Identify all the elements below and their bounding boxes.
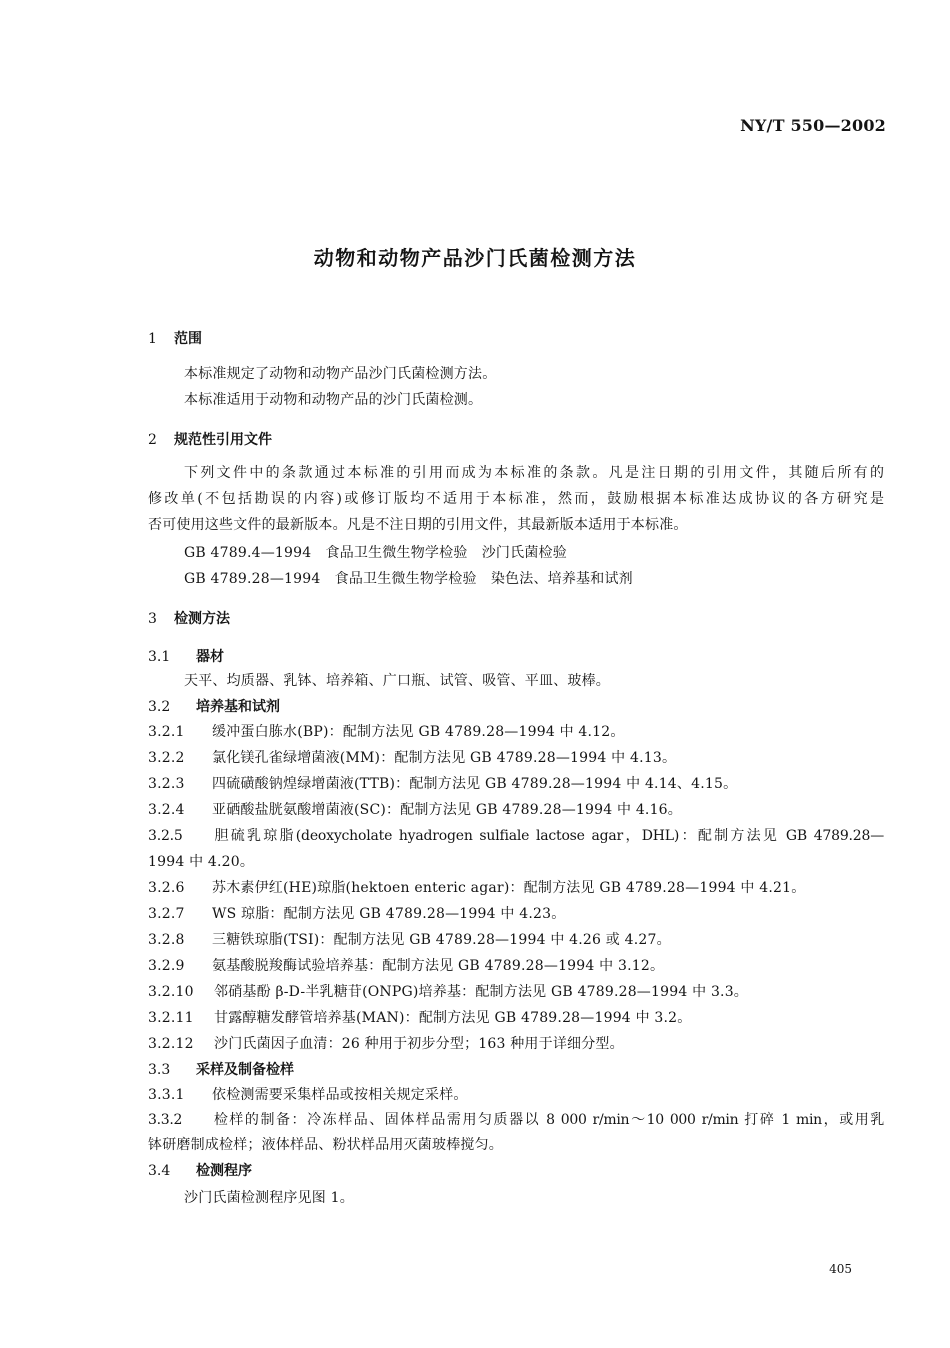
paragraph: 天平、均质器、乳钵、培养箱、广口瓶、试管、吸管、平皿、玻棒。 <box>184 673 610 689</box>
clause <box>148 981 748 1001</box>
clause-number: 3.2.8 <box>148 932 185 948</box>
section-title: 检测方法 <box>174 611 230 627</box>
clause <box>148 825 884 845</box>
document-title: 动物和动物产品沙门氏菌检测方法 <box>313 246 637 270</box>
clause-number: 3.2.3 <box>148 776 185 792</box>
clause-number: 3.2.5 <box>148 828 183 844</box>
section-number: 2 <box>148 432 157 448</box>
clause-number: 3.3.1 <box>148 1087 185 1103</box>
section-title: 采样及制备检样 <box>196 1062 294 1078</box>
page-number: 405 <box>829 1262 852 1276</box>
clause-text: 沙门氏菌因子血清：26 种用于初步分型；163 种用于详细分型。 <box>214 1036 624 1052</box>
clause <box>148 903 565 923</box>
clause-number: 3.3.2 <box>148 1112 183 1128</box>
clause <box>148 955 664 975</box>
clause-text: 邻硝基酚 β-D-半乳糖苷(ONPG)培养基：配制方法见 GB 4789.28—1994 中 3.3。 <box>214 984 749 1000</box>
clause <box>148 1033 624 1053</box>
clause-number: 3.2.1 <box>148 724 185 740</box>
clause-continuation: 1994 中 4.20。 <box>148 854 255 870</box>
clause-text: 缓冲蛋白胨水(BP)：配制方法见 GB 4789.28—1994 中 4.12。 <box>212 724 625 740</box>
reference-1: GB 4789.4—1994 食品卫生微生物学检验 沙门氏菌检验 <box>184 545 567 561</box>
clause-text: 三糖铁琼脂(TSI)：配制方法见 GB 4789.28—1994 中 4.26 或 4.27。 <box>212 932 671 948</box>
clause-number: 3.2.10 <box>148 984 194 1000</box>
clause <box>148 877 805 897</box>
subsection-3-2-heading <box>148 696 280 716</box>
reference-2: GB 4789.28—1994 食品卫生微生物学检验 染色法、培养基和试剂 <box>184 571 633 587</box>
clause <box>148 799 682 819</box>
section-number: 3.4 <box>148 1163 171 1179</box>
clause-number: 3.2.6 <box>148 880 185 896</box>
clause-number: 3.2.2 <box>148 750 185 766</box>
section-title: 范围 <box>174 331 202 347</box>
paragraph-line: 修改单(不包括勘误的内容)或修订版均不适用于本标准，然而，鼓励根据本标准达成协议的各方研究是 <box>148 491 884 507</box>
clause-text: 四硫磺酸钠煌绿增菌液(TTB)：配制方法见 GB 4789.28—1994 中 4.14、4.15。 <box>212 776 738 792</box>
clause <box>148 721 625 741</box>
clause-number: 3.2.11 <box>148 1010 194 1026</box>
clause-text: 检样的制备：冷冻样品、固体样品需用匀质器以 8 000 r/min～10 000 r/min 打碎 1 min，或用乳 <box>212 1112 884 1128</box>
paragraph-line: 否可使用这些文件的最新版本。凡是不注日期的引用文件，其最新版本适用于本标准。 <box>148 517 688 533</box>
clause-number: 3.2.9 <box>148 958 185 974</box>
clause-text: WS 琼脂：配制方法见 GB 4789.28—1994 中 4.23。 <box>212 906 566 922</box>
clause-number: 3.2.4 <box>148 802 185 818</box>
clause <box>148 1109 884 1129</box>
clause <box>148 1007 691 1027</box>
section-number: 3.3 <box>148 1062 171 1078</box>
standard-number: NY/T 550—2002 <box>740 116 886 135</box>
paragraph: 本标准适用于动物和动物产品的沙门氏菌检测。 <box>184 392 483 408</box>
clause <box>148 1084 468 1104</box>
section-number: 3.1 <box>148 649 171 665</box>
clause <box>148 747 676 767</box>
subsection-3-3-heading <box>148 1059 294 1079</box>
paragraph: 沙门氏菌检测程序见图 1。 <box>184 1190 354 1206</box>
section-title: 器材 <box>196 649 224 665</box>
clause-text: 氨基酸脱羧酶试验培养基：配制方法见 GB 4789.28—1994 中 3.12。 <box>212 958 665 974</box>
section-number: 3.2 <box>148 699 171 715</box>
clause-continuation: 钵研磨制成检样；液体样品、粉状样品用灭菌玻棒搅匀。 <box>148 1137 503 1153</box>
section-2-heading <box>148 429 272 449</box>
subsection-3-1-heading <box>148 646 224 666</box>
section-title: 培养基和试剂 <box>196 699 280 715</box>
clause <box>148 929 671 949</box>
paragraph-line: 下列文件中的条款通过本标准的引用而成为本标准的条款。凡是注日期的引用文件，其随后所有的 <box>184 465 884 481</box>
clause <box>148 773 737 793</box>
section-title: 规范性引用文件 <box>174 432 272 448</box>
section-number: 3 <box>148 611 157 627</box>
section-3-heading <box>148 608 230 628</box>
section-number: 1 <box>148 331 157 347</box>
paragraph: 本标准规定了动物和动物产品沙门氏菌检测方法。 <box>184 366 497 382</box>
clause-text: 依检测需要采集样品或按相关规定采样。 <box>212 1087 468 1103</box>
section-1-heading <box>148 328 202 348</box>
clause-text: 亚硒酸盐胱氨酸增菌液(SC)：配制方法见 GB 4789.28—1994 中 4.16。 <box>212 802 682 818</box>
subsection-3-4-heading <box>148 1160 252 1180</box>
clause-number: 3.2.7 <box>148 906 185 922</box>
clause-text: 氯化镁孔雀绿增菌液(MM)：配制方法见 GB 4789.28—1994 中 4.13。 <box>212 750 677 766</box>
clause-text: 甘露醇糖发酵管培养基(MAN)：配制方法见 GB 4789.28—1994 中 3.2。 <box>214 1010 692 1026</box>
clause-text: 胆硫乳琼脂(deoxycholate hyadrogen sulfiale lactose agar，DHL)：配制方法见 GB 4789.28— <box>212 828 884 844</box>
clause-number: 3.2.12 <box>148 1036 194 1052</box>
section-title: 检测程序 <box>196 1163 252 1179</box>
clause-text: 苏木素伊红(HE)琼脂(hektoen enteric agar)：配制方法见 GB 4789.28—1994 中 4.21。 <box>212 880 806 896</box>
